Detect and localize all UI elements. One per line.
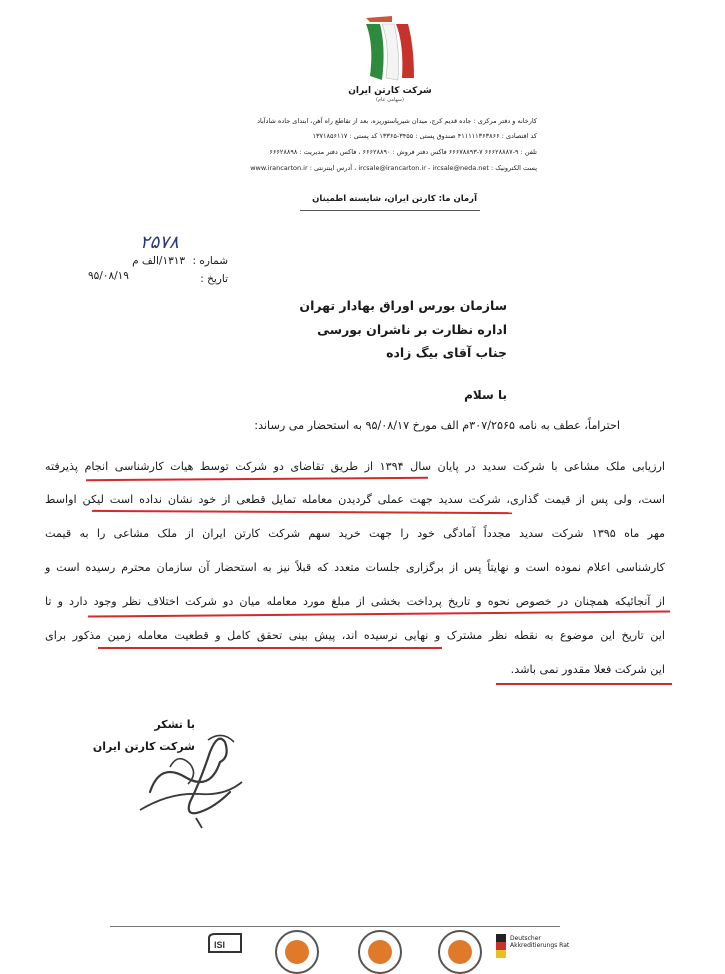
footer-divider: [110, 926, 560, 927]
closing-thanks: با تشکر: [154, 718, 195, 731]
recipient-org: سازمان بورس اوراق بهادار تهران: [299, 298, 507, 313]
closing-company: شرکت کارتن ایران: [92, 740, 195, 753]
date-value: ۹۵/۰۸/۱۹: [88, 270, 129, 282]
phone-line: تلفن : ۹-۶۶۶۲۸۸۸۷ ۷-۶۶۶۷۸۸۹۳ فاکس دفتر فروش : ۶۶۶۲۸۸۹۰ ، فاکس دفتر مدیریت : ۶۶۶۲۸۸۹۸: [269, 148, 537, 156]
accreditation-text: Deutscher Akkreditierungs Rat: [510, 935, 570, 949]
company-name: شرکت کارتن ایران: [348, 86, 432, 96]
recipient-dept: اداره نظارت بر ناشران بورسی: [317, 322, 507, 337]
body-line: این تاریخ این موضوع به نقطه نظر مشترک و نهایی نرسیده اند، پیش بینی تحقق کامل و قطعیت معامله زمین مذکور برای: [45, 629, 665, 642]
number-label: شماره :: [192, 255, 228, 267]
body-line: کارشناسی اعلام نموده است و نهایتاً پس از برگزاری جلسات متعدد که قبلاً نیز به استحضار آن سازمان محترم رسیده است و: [45, 561, 665, 574]
svg-text:ISI: ISI: [214, 940, 226, 950]
body-line: از آنجائیکه همچنان در خصوص نحوه و تاریخ پرداخت بخشی از مبلغ مورد معامله میان دو شرکت اختلاف نظر وجود دارد و تا: [45, 595, 665, 608]
company-subtitle: (سهامی عام): [376, 97, 404, 103]
certification-logo: [205, 932, 245, 958]
certification-badge: [275, 930, 319, 974]
codes-line: کد اقتصادی : ۴۱۱۱۱۱۳۶۳۸۶۶ صندوق پستی : ۳۴۵۵-۱۳۳۶۵ کد پستی : ۱۳۷۱۸۵۶۱۱۷: [312, 132, 537, 140]
certification-badge: [358, 930, 402, 974]
recipient-person: جناب آقای بیگ زاده: [386, 345, 507, 360]
number-value: ۱۳۱۳/الف م: [132, 255, 185, 267]
highlight-underline: [98, 647, 442, 649]
email-line: پست الکترونیک : ircsale@irancarton.ir - ircsale@neda.net ، آدرس اینترنتی : www.irancarton.ir: [250, 164, 537, 172]
highlight-underline: [88, 610, 670, 617]
signature: [130, 722, 250, 832]
body-intro: احتراماً، عطف به نامه ۳۰۷/۲۵۶۵م الف مورخ ۹۵/۰۸/۱۷ به استحضار می رساند:: [254, 419, 620, 432]
highlight-underline: [86, 477, 428, 481]
date-label: تاریخ :: [200, 273, 228, 285]
body-line: است، ولی پس از قیمت گذاری، شرکت سدید جهت عملی گردیدن معامله تمایل قطعی از خود نشان نداده است لیکن اواسط: [45, 493, 665, 506]
motto: آرمان ما: کارتن ایران، شایسته اطمینان: [312, 194, 477, 204]
address-line: کارخانه و دفتر مرکزی : جاده قدیم کرج، میدان شیرپاستوریزه، بعد از تقاطع راه آهن، ابتدای جاده شادآباد: [257, 117, 537, 125]
body-line: مهر ماه ۱۳۹۵ شرکت سدید مجدداً آمادگی خود را جهت خرید سهم شرکت کارتن ایران از ملک مشاعی را به قیمت: [45, 527, 665, 540]
highlight-underline: [92, 510, 512, 514]
body-line: این شرکت فعلا مقدور نمی باشد.: [510, 663, 665, 676]
greeting: با سلام: [464, 388, 507, 402]
certification-badge: [438, 930, 482, 974]
dar-flag-icon: [496, 934, 506, 958]
motto-divider: [300, 210, 480, 211]
company-logo: [352, 14, 424, 84]
highlight-underline: [496, 683, 672, 685]
number-handwritten: ۲۵۷۸: [140, 232, 179, 253]
body-line: ارزیابی ملک مشاعی با شرکت سدید در پایان سال ۱۳۹۴ از طریق تقاضای دو شرکت توسط هیات کارشناسی انجام پذیرفته: [45, 460, 665, 473]
